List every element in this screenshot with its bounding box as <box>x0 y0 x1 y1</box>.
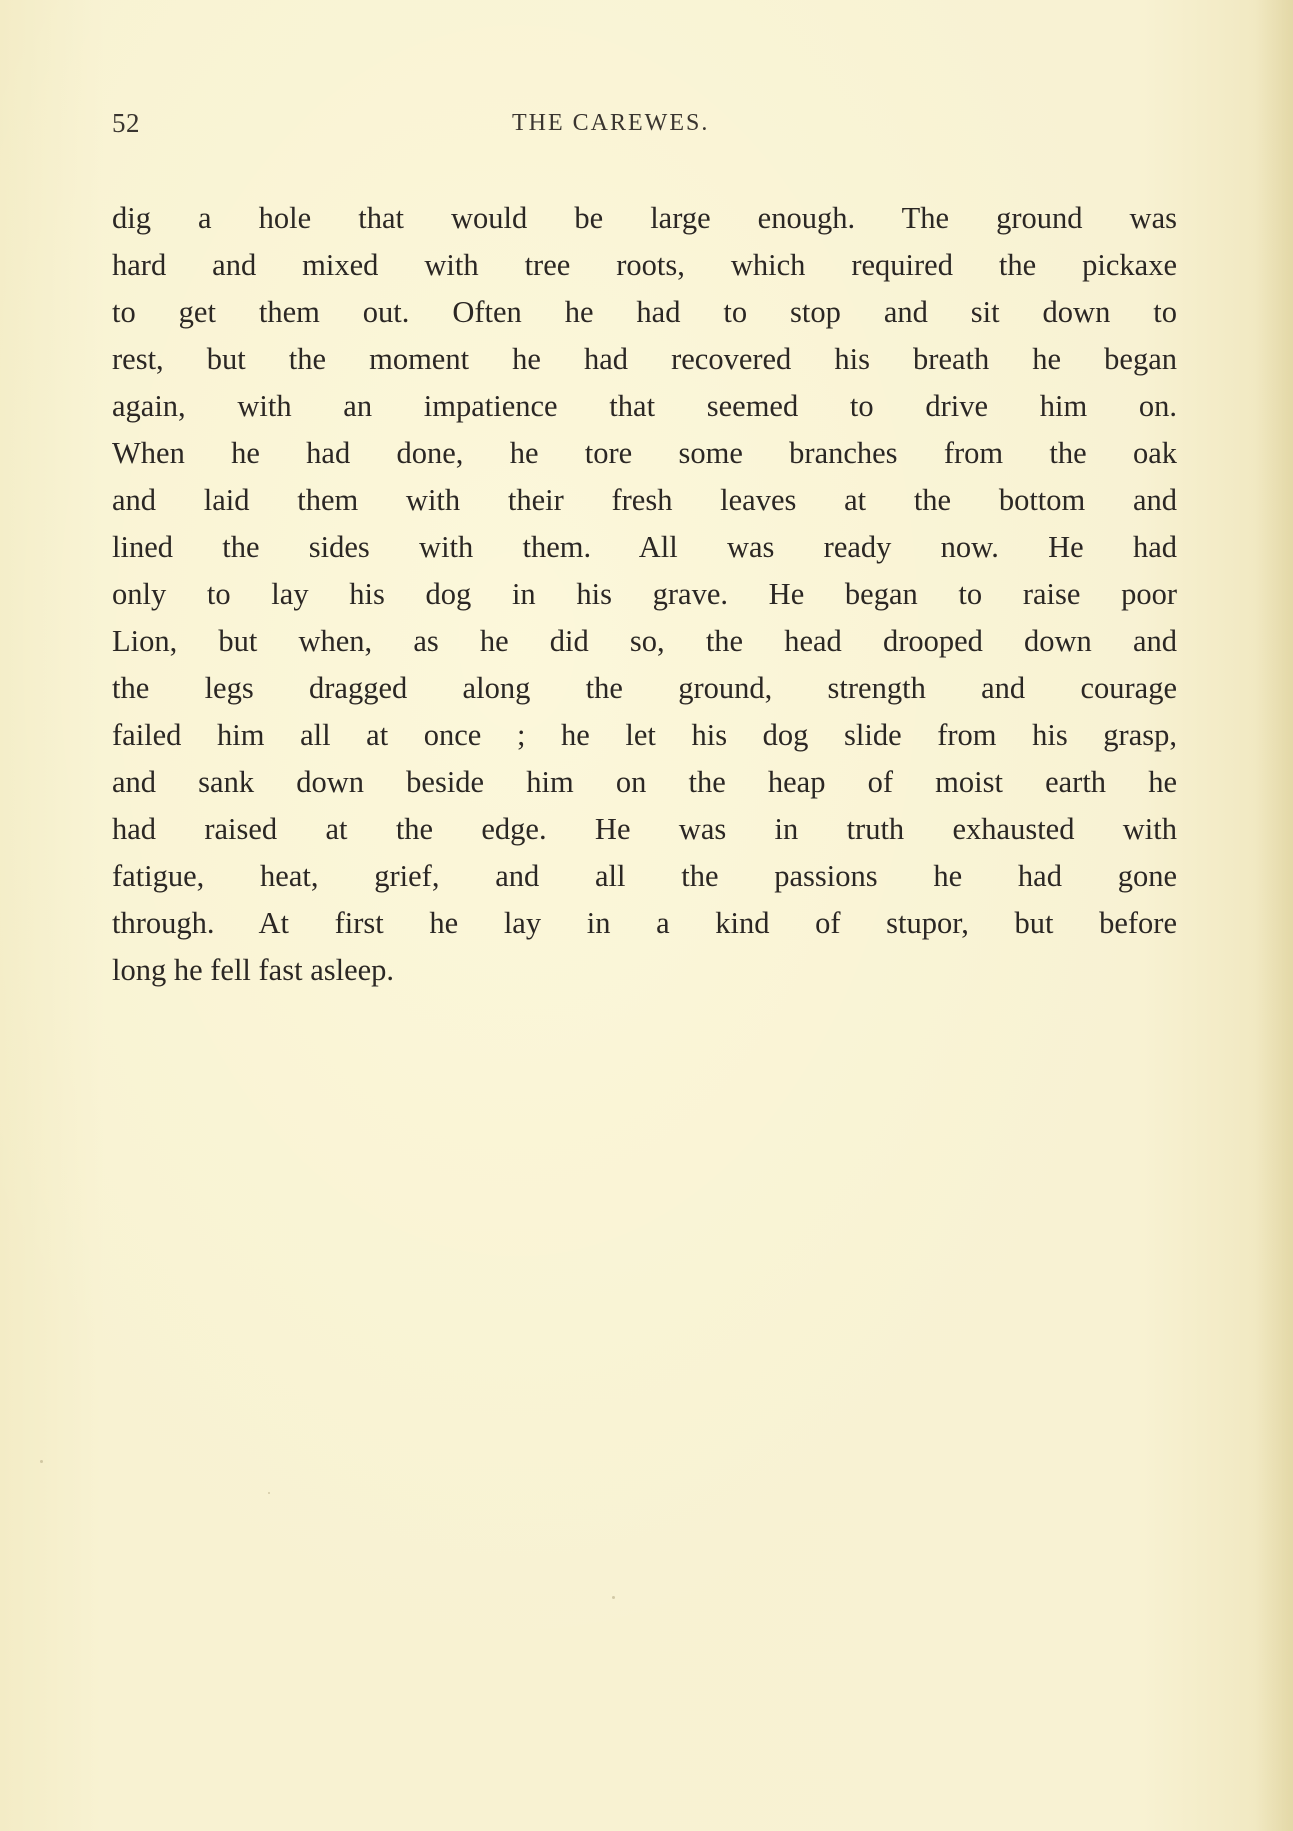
text-line: When he had done, he tore some branches from the oak <box>112 436 1177 470</box>
text-line: lined the sides with them. All was ready now. He had <box>112 530 1177 564</box>
text-line: Lion, but when, as he did so, the head drooped down and <box>112 624 1177 658</box>
text-line: long he fell fast asleep. <box>112 953 395 987</box>
body-paragraph <box>112 195 1177 994</box>
page-edge-shadow <box>1255 0 1293 1831</box>
text-line: the legs dragged along the ground, strength and courage <box>112 671 1177 705</box>
text-line: only to lay his dog in his grave. He began to raise poor <box>112 577 1177 611</box>
paper-fleck <box>40 1460 43 1463</box>
running-head <box>112 108 1172 148</box>
text-line: rest, but the moment he had recovered his breath he began <box>112 342 1177 376</box>
text-line: again, with an impatience that seemed to drive him on. <box>112 389 1177 423</box>
running-title: THE CAREWES. <box>512 110 710 136</box>
text-line: failed him all at once ; he let his dog slide from his grasp, <box>112 718 1177 752</box>
paper-fleck <box>268 1492 270 1494</box>
text-line: had raised at the edge. He was in truth exhausted with <box>112 812 1177 846</box>
text-line: to get them out. Often he had to stop and sit down to <box>112 295 1177 329</box>
text-line: and sank down beside him on the heap of moist earth he <box>112 765 1177 799</box>
text-line: fatigue, heat, grief, and all the passions he had gone <box>112 859 1177 893</box>
text-line: through. At first he lay in a kind of stupor, but before <box>112 906 1177 940</box>
text-line: dig a hole that would be large enough. The ground was <box>112 201 1177 235</box>
paper-fleck <box>612 1596 615 1599</box>
page-number: 52 <box>112 108 140 138</box>
text-line: and laid them with their fresh leaves at the bottom and <box>112 483 1177 517</box>
text-line: hard and mixed with tree roots, which required the pickaxe <box>112 248 1177 282</box>
